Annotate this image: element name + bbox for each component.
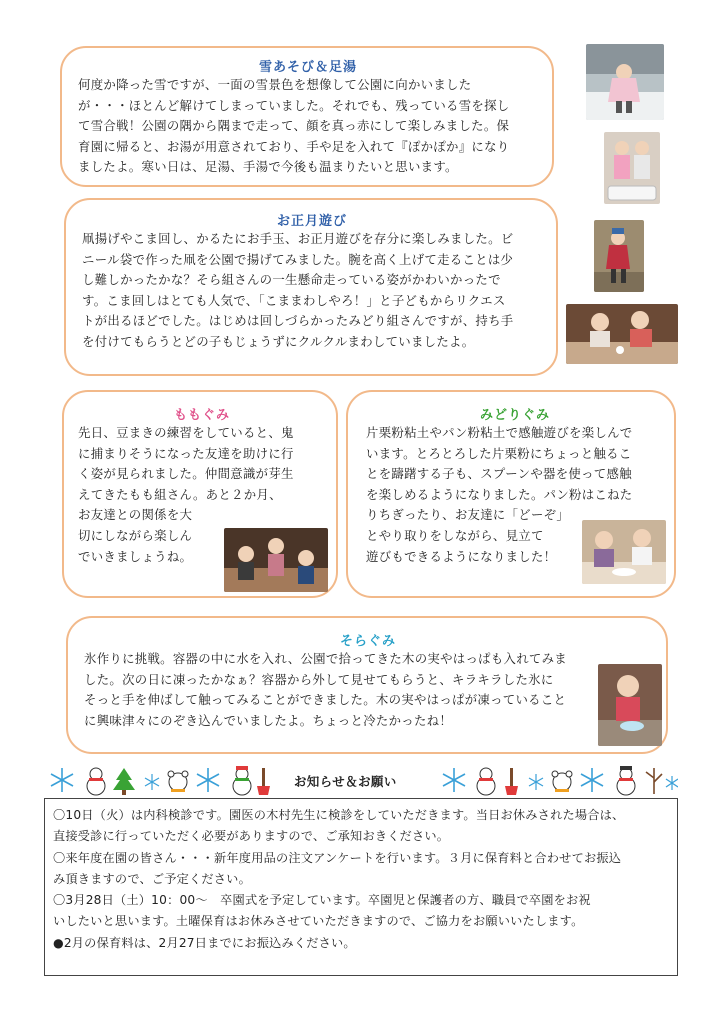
bear-icon — [168, 771, 188, 792]
tree-icon — [113, 768, 135, 795]
section-snow — [60, 46, 554, 187]
section-line: 育園に帰ると、お湯が用意されており、手や足を入れて『ぽかぽか』になり — [78, 138, 510, 154]
section-line: 何度か降った雪ですが、一面の雪景色を想像して公園に向かいました — [78, 77, 472, 92]
section-title: そらぐみ — [339, 634, 396, 649]
bear-icon — [552, 771, 572, 792]
section-new-year — [64, 198, 558, 376]
notice-line: み頂きますので、ご予定ください。 — [53, 871, 251, 886]
section-title: お正月遊び — [276, 214, 347, 229]
shovel-icon — [257, 768, 270, 795]
section-line: が・・・ほとんど解けてしまっていました。それでも、残っている雪を探し — [78, 97, 510, 113]
notice-decoration-right — [440, 764, 678, 798]
section-line: を付けてもらうとどの子もじょうずにクルクルまわしていましたよ。 — [82, 333, 475, 349]
section-line: 切にしながら楽しん — [78, 527, 193, 543]
photo-spinning-top — [566, 304, 678, 364]
section-title: 雪あそび＆足湯 — [258, 60, 357, 75]
snowman-icon — [87, 768, 105, 795]
snowflake-icon — [581, 768, 603, 792]
snowman-icon — [477, 768, 495, 795]
section-line: に興味津々にのぞき込んでいましたよ。ちょっと冷たかったね！ — [84, 712, 453, 728]
snowflake-icon — [666, 776, 678, 790]
section-line: トが出るほどでした。はじめは回しづらかったみどり組さんですが、持ち手 — [82, 313, 514, 329]
notice-box — [44, 798, 678, 976]
section-line: とやり取りをしながら、見立て — [366, 527, 544, 543]
photo-kite — [594, 220, 644, 292]
section-line: 遊びもできるようになりました！ — [366, 548, 557, 564]
snowflake-icon — [51, 768, 73, 792]
section-line: そっと手を伸ばして触ってみることができました。木の実やはっぱが凍っていること — [84, 692, 567, 708]
snowflake-icon — [529, 774, 543, 790]
section-line: ニール袋で作った凧を公園で揚げてみました。腕を高く上げて走ることは少 — [82, 251, 514, 267]
photo-bean-throwing — [224, 528, 328, 592]
section-line: います。とろとろした片栗粉にちょっと触るこ — [366, 445, 632, 461]
snowman-icon — [233, 766, 251, 795]
photo-snow-play — [586, 44, 664, 120]
section-title: みどりぐみ — [479, 408, 550, 423]
section-line: お友達との関係を大 — [78, 507, 193, 523]
snowman-icon — [617, 766, 635, 795]
section-line: 片栗粉粘土やパン粉粘土で感触遊びを楽しんで — [366, 425, 633, 440]
section-line: を楽しめるようになりました。パン粉はこねた — [366, 486, 633, 502]
snowflake-icon — [443, 768, 465, 792]
section-line: し難しかったかな？そら組さんの一生懸命走っている姿がかわいかったで — [82, 272, 501, 288]
section-line: 氷作りに挑戦。容器の中に水を入れ、公園で拾ってきた木の実やはっぱも入れてみま — [84, 651, 567, 666]
notice-line: 〇10日（火）は内科検診です。園医の木村先生に検診をしていただきます。当日お休みされた場合は、 — [53, 808, 625, 822]
snowflake-icon — [197, 768, 219, 792]
section-title: ももぐみ — [173, 408, 230, 423]
section-line: とを躊躇する子も、スプーンや器を使って感触 — [366, 466, 632, 482]
section-line: えてきたもも組さん。あと２か月、 — [78, 486, 282, 502]
section-line: 先日、豆まきの練習をしていると、鬼 — [78, 425, 294, 440]
notice-line: 〇来年度在園の皆さん・・・新年度用品の注文アンケートを行います。３月に保育料と合わせてお振込 — [53, 850, 622, 865]
notice-line: 〇3月28日（土）10：00～ 卒園式を予定しています。卒園児と保護者の方、職員で卒園をお祝 — [53, 893, 591, 908]
notice-line: ●2月の保育料は、2月27日までにお振込みください。 — [53, 935, 356, 950]
section-line: した。次の日に凍ったかなぁ？容器から外して見せてもらうと、キラキラした氷に — [84, 671, 554, 687]
bare-tree-icon — [646, 768, 662, 794]
section-line: す。こま回しはとても人気で、「こままわしやろ！」と子どもからリクエス — [82, 292, 506, 308]
section-sora — [66, 616, 668, 754]
section-line: て雪合戦！公園の隅から隅まで走って、顔を真っ赤にして楽しみました。保 — [78, 118, 510, 134]
section-line: でいきましょうね。 — [78, 548, 193, 564]
shovel-icon — [505, 768, 518, 795]
section-line: 凧揚げやこま回し、かるたにお手玉、お正月遊びを存分に楽しみました。ビ — [82, 231, 514, 246]
photo-foot-bath — [604, 132, 660, 204]
notice-line: 直接受診に行っていただく必要がありますので、ご承知おきください。 — [53, 829, 450, 844]
photo-ice-making — [598, 664, 662, 746]
section-line: りちぎったり、お友達に「どーぞ」 — [366, 507, 570, 523]
snowflake-icon — [145, 774, 159, 790]
notice-heading: お知らせ＆お願い — [294, 774, 397, 789]
section-line: に捕まりそうになった友達を助けに行 — [78, 445, 294, 461]
notice-decoration-left — [48, 764, 278, 798]
section-line: ましたよ。寒い日は、足湯、手湯で今後も温まりたいと思います。 — [78, 159, 458, 175]
notice-line: いしたいと思います。土曜保育はお休みさせていただきますので、ご協力をお願いいたします。 — [53, 914, 584, 929]
photo-clay-play — [582, 520, 666, 584]
section-line: く姿が見られました。仲間意識が芽生 — [78, 466, 294, 482]
